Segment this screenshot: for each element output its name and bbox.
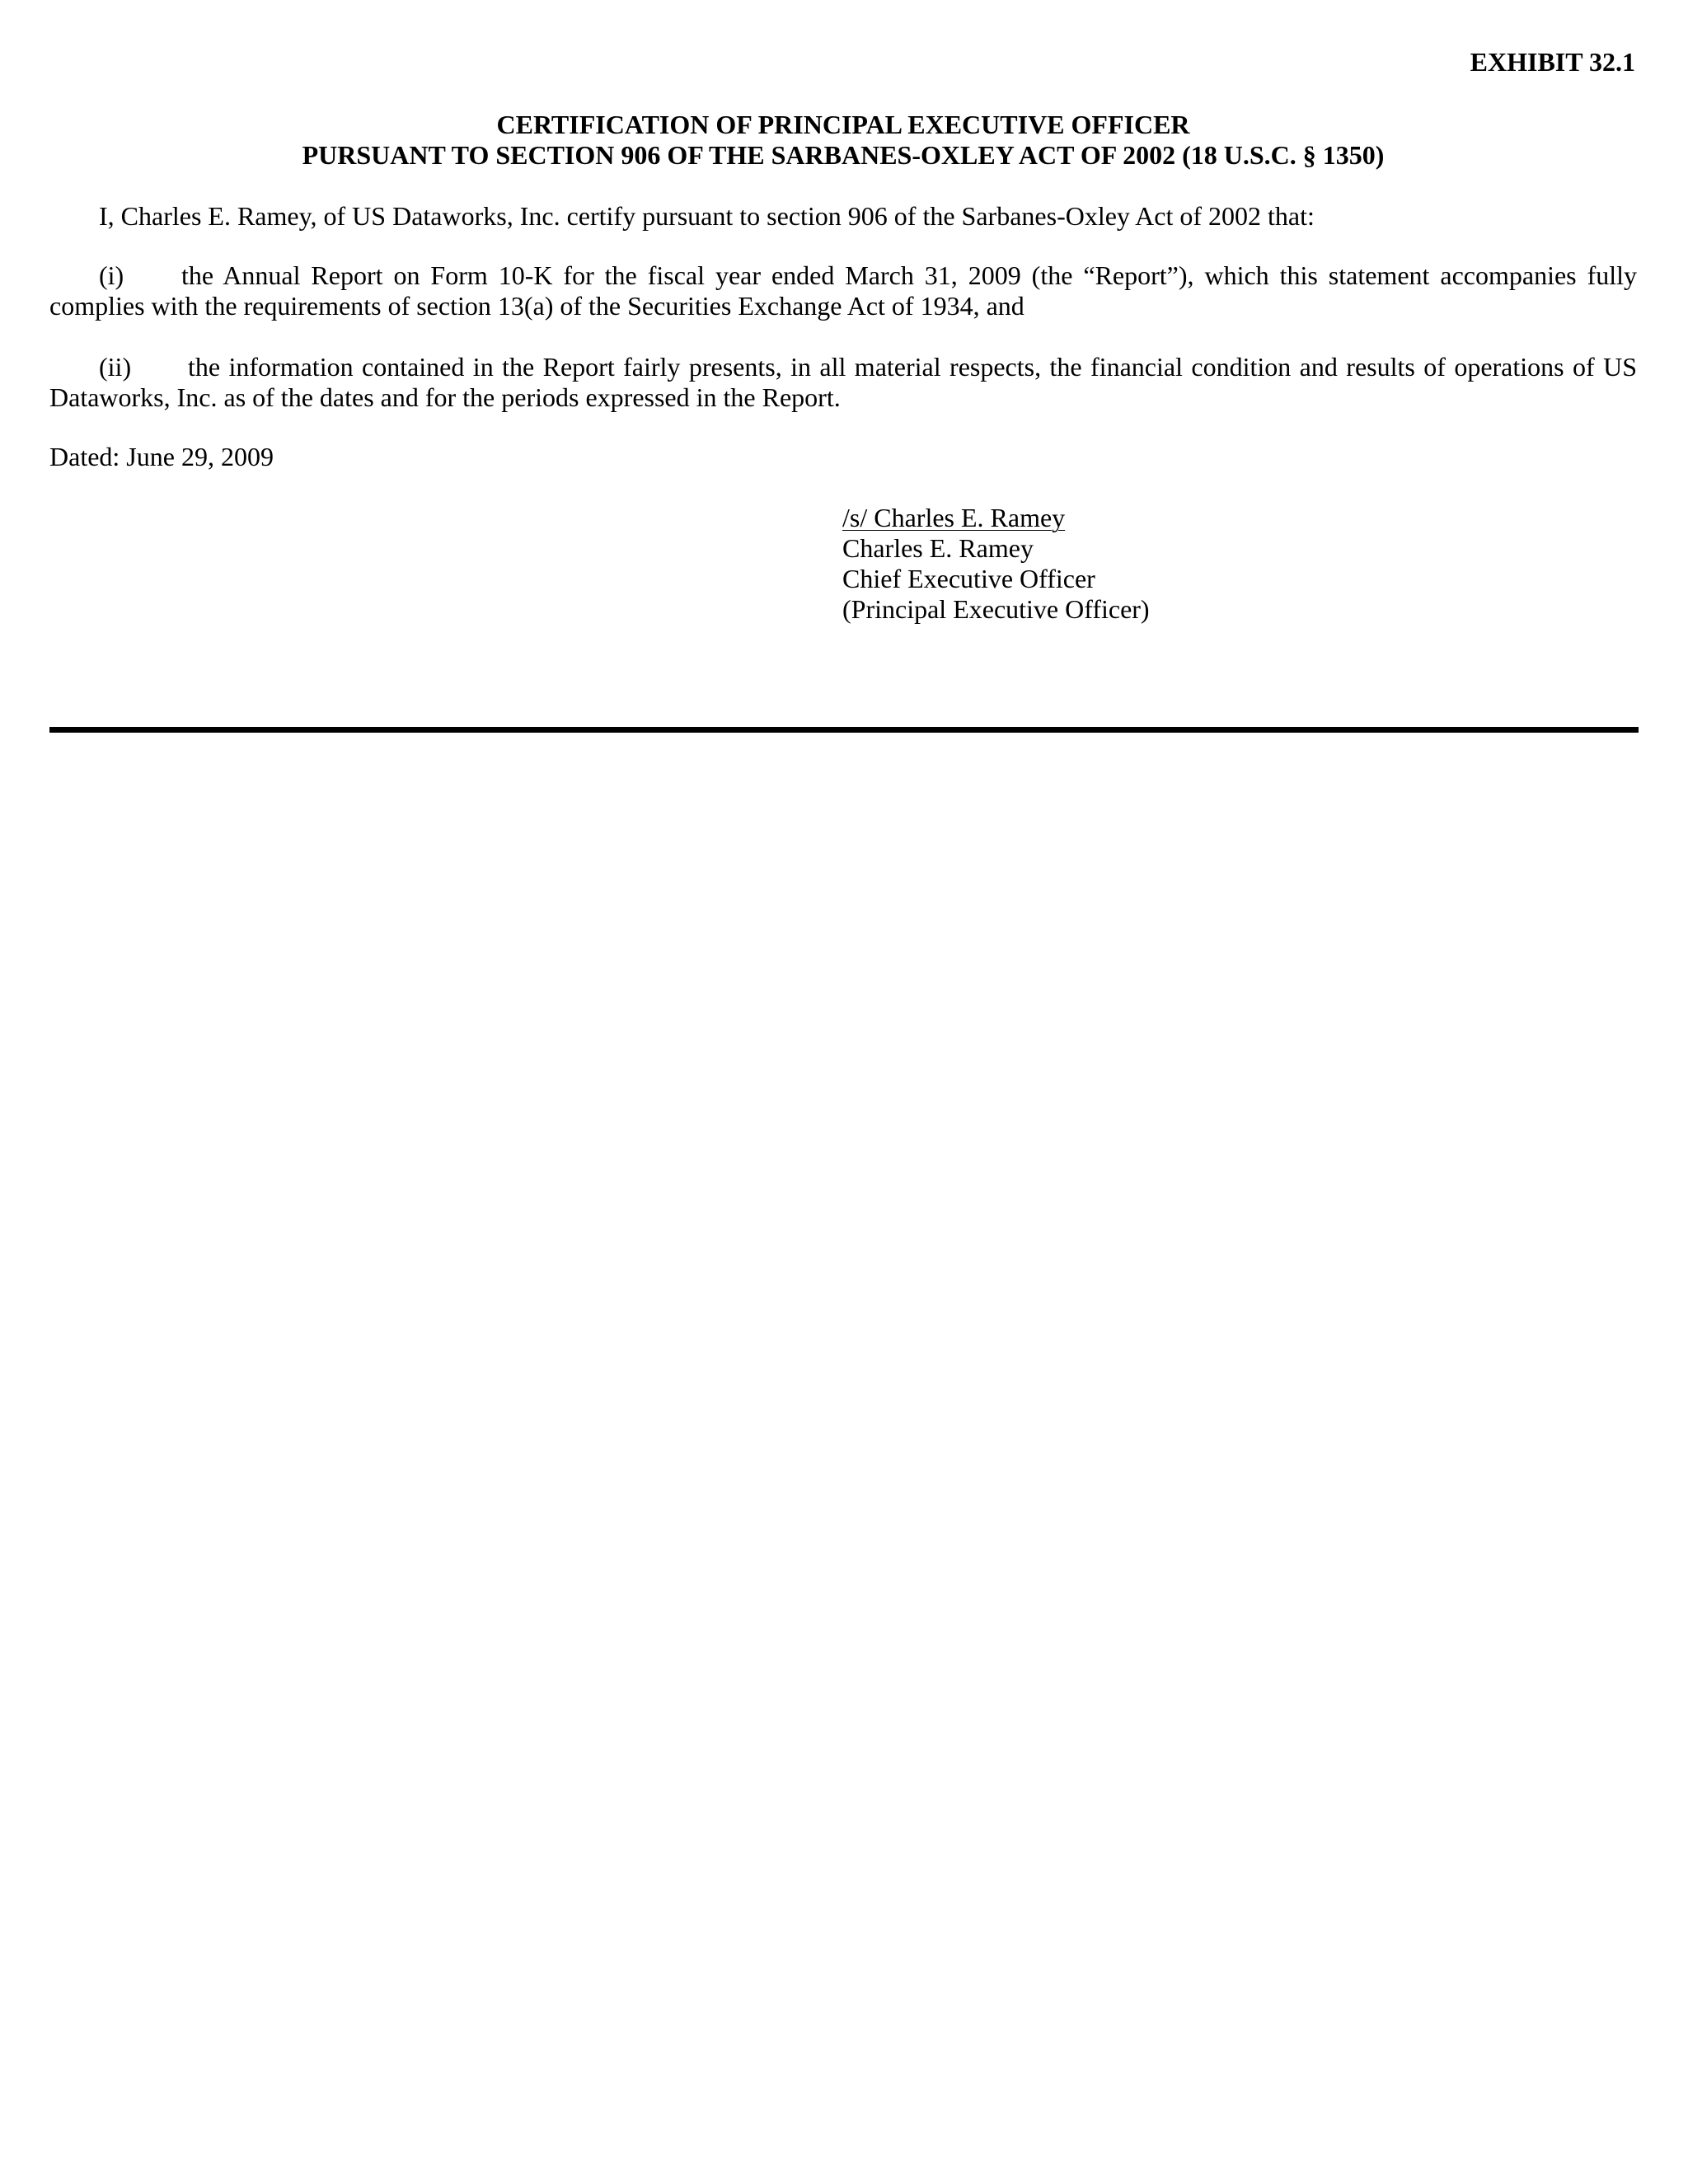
signature-block: [842, 503, 1150, 625]
certification-item-ii: [49, 352, 1637, 413]
dated-line: Dated: June 29, 2009: [49, 442, 274, 471]
item-text: the information contained in the Report fairly presents, in all material respects, the financial condition and results of operations of US Dataworks, Inc. as of the dates and for the periods expressed in the Report.: [49, 352, 1637, 412]
signatory-role: (Principal Executive Officer): [842, 594, 1150, 624]
item-marker: (ii): [99, 352, 132, 382]
page-divider-rule: [49, 727, 1639, 733]
exhibit-label: EXHIBIT 32.1: [1470, 47, 1635, 77]
certification-intro: I, Charles E. Ramey, of US Dataworks, Inc. certify pursuant to section 906 of the Sarbanes-Oxley Act of 2002 that:: [99, 201, 1315, 231]
signature-line: /s/ Charles E. Ramey: [842, 503, 1066, 532]
item-marker: (i): [99, 260, 124, 290]
signatory-title: Chief Executive Officer: [842, 564, 1095, 593]
item-text: the Annual Report on Form 10-K for the fiscal year ended March 31, 2009 (the “Report”), which this statement accompanies fully complies with the requirements of section 13(a) of the Securities Exchange Act of 1934, and: [49, 260, 1637, 321]
document-title-line-2: PURSUANT TO SECTION 906 OF THE SARBANES-OXLEY ACT OF 2002 (18 U.S.C. § 1350): [302, 140, 1385, 170]
document-title-line-1: CERTIFICATION OF PRINCIPAL EXECUTIVE OFFICER: [496, 110, 1190, 139]
certification-item-i: [49, 260, 1637, 321]
signatory-name: Charles E. Ramey: [842, 533, 1034, 563]
